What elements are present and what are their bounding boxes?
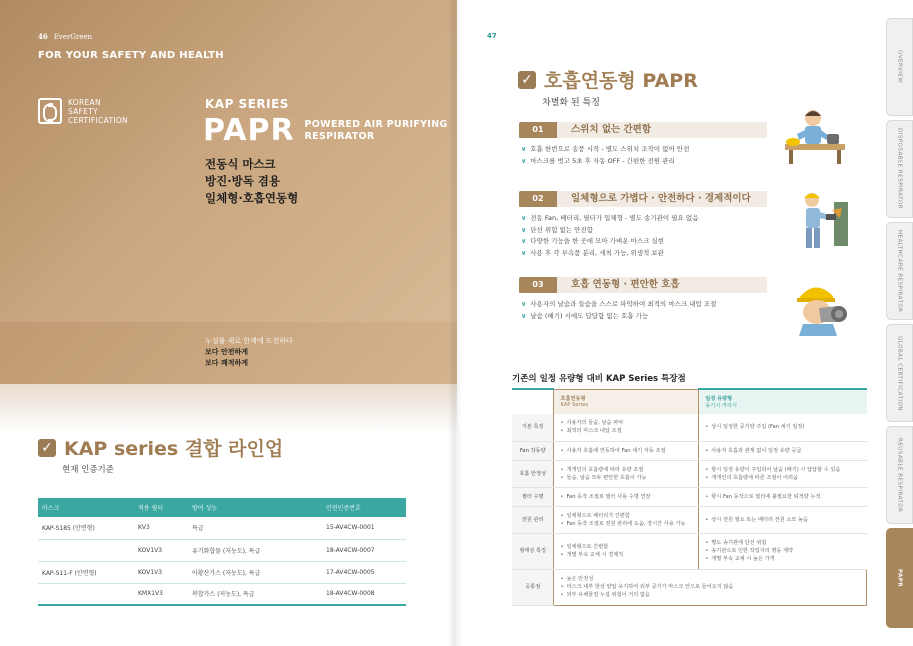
- lineup-cert: 15-AV4CW-0001: [322, 517, 406, 539]
- tab-papr[interactable]: PAPR: [886, 528, 913, 628]
- tab-global-certification[interactable]: GLOBAL CERTIFICATION: [886, 324, 913, 422]
- compare-kap-cell: • Fan 동작 조절로 필터 사용 수명 연장: [554, 487, 699, 506]
- tab-healthcare-respirator[interactable]: HEALTHCARE RESPIRATOR: [886, 222, 913, 320]
- check-icon: ∨: [521, 145, 527, 153]
- lineup-performance: 아황산가스 (저농도), 특급: [188, 561, 322, 583]
- list-item: ∨ 마스크를 벗고 5초 후 자동 OFF - 간편한 전원 관리: [521, 156, 675, 165]
- compare-kap-cell: • 개개인의 호흡량에 따라 유량 조절 • 들숨, 날숨 모두 편안한 호흡이 가능: [554, 460, 699, 487]
- lineup-mask: KAP-S11-F (안면형): [38, 561, 134, 583]
- lineup-performance: 특급: [188, 517, 322, 539]
- feature-header: [519, 122, 767, 138]
- feature-number: 02: [519, 191, 557, 207]
- check-icon: ∨: [521, 156, 527, 165]
- series-label: KAP SERIES: [205, 97, 289, 111]
- compare-label: 형태상 특징: [512, 533, 554, 569]
- band-slogan: 누설률 제로 한계에 도전하다 보다 안전하게 보다 쾌적하게: [205, 337, 293, 367]
- lineup-header: 안전인증번호: [322, 498, 406, 517]
- list-item: ∨ 사용자의 날숨과 들숨을 스스로 파악하여 최적의 마스크 내압 조절: [521, 300, 717, 308]
- lineup-subtitle: 현재 인증기준: [62, 465, 114, 475]
- list-item: ∨ 다양한 기능을 한 곳에 모아 가벼운 마스크 실현: [521, 237, 665, 245]
- lineup-filter: KOV1V3: [134, 561, 188, 583]
- hero-tagline: FOR YOUR SAFETY AND HEALTH: [38, 50, 224, 61]
- lineup-header: 마스크: [38, 498, 134, 517]
- feature-block: [519, 122, 767, 167]
- feature-list: [519, 213, 767, 259]
- table-row: [38, 517, 406, 539]
- compare-kap-cell: • 일체형으로 배터리가 간편함 • Fan 동작 조절로 전원 관리에 도움, 장시간 사용 가능: [554, 506, 699, 533]
- compare-common-cell: • 높은 안전성 • 마스크 내부 항상 양압 유지하여 외부 공기가 마스크 안으로 들어오지 않음 • 외부 유해물질 누설 위험이 거의 없음: [554, 569, 867, 605]
- certification-text: KOREAN SAFETY CERTIFICATION: [68, 98, 128, 125]
- feature-title: 호흡 연동형 · 편안한 호흡: [557, 277, 767, 293]
- feature-list: [519, 299, 767, 322]
- worker-illustration-icon: [783, 104, 847, 166]
- feature-title: 일체형으로 가볍다 · 안전하다 · 경제적이다: [557, 191, 767, 207]
- worker-mask-illustration-icon: [793, 278, 849, 336]
- lineup-title: KAP series 결합 라인업: [64, 438, 284, 460]
- papr-heading: [518, 66, 698, 93]
- check-icon: ∨: [521, 300, 527, 308]
- compare-header-blank: [512, 389, 554, 414]
- table-row: [512, 441, 867, 460]
- table-row: [512, 487, 867, 506]
- compare-table: [512, 388, 867, 606]
- lineup-filter: KMX1V3: [134, 583, 188, 605]
- compare-label: 필터 수명: [512, 487, 554, 506]
- compare-kap-cell: • 일체형으로 간편함 • 개별 부속 교체 시 경제적: [554, 533, 699, 569]
- check-icon: ∨: [521, 311, 527, 320]
- list-item: ∨ 단선 위험 없는 안전함: [521, 225, 593, 234]
- compare-constant-cell: • 별도 송기관에 단선 위험 • 송기관으로 인한 작업자의 행동 제약 • 개별 부속 교체 시 높은 가격: [699, 533, 867, 569]
- feature-block: [519, 191, 767, 259]
- lineup-mask: [38, 583, 134, 605]
- kcs-logo-icon: [38, 98, 62, 124]
- compare-label: 공통점: [512, 569, 554, 605]
- lineup-header: 방어 성능: [188, 498, 322, 517]
- lineup-header: 적용 필터: [134, 498, 188, 517]
- compare-constant-cell: • 상시 전원 필요 또는 배터리 전원 소모 높음: [699, 506, 867, 533]
- feature-header: [519, 277, 767, 293]
- lineup-filter: KOV1V3: [134, 539, 188, 561]
- feature-number: 01: [519, 122, 557, 138]
- page-number-left: 46 EverGreen: [38, 32, 93, 41]
- check-icon: ∨: [521, 248, 527, 257]
- list-item: ∨ 사용 후 각 부속품 분리, 세척 가능, 위생적 보관: [521, 248, 664, 257]
- lineup-heading: [38, 434, 283, 461]
- feature-title: 스위치 없는 간편함: [557, 122, 767, 138]
- compare-constant-cell: • 상시 일정한 공기량 주입 (Fan 세기 일정): [699, 414, 867, 441]
- lineup-mask: [38, 539, 134, 561]
- product-name: PAPR: [203, 113, 295, 148]
- list-item: ∨ 날숨 (배기) 시에도 답답함 없는 호흡 가능: [521, 311, 649, 320]
- compare-kap-cell: • 사용자 호흡에 연동하여 Fan 세기 자동 조절: [554, 441, 699, 460]
- lineup-table: [38, 498, 406, 606]
- checkbox-icon: ✓: [518, 71, 536, 89]
- check-icon: ∨: [521, 237, 527, 245]
- check-icon: ∨: [521, 214, 527, 222]
- tab-disposable-respirator[interactable]: DISPOSABLE RESPIRATOR: [886, 120, 913, 218]
- lineup-cert: 18-AV4CW-0008: [322, 583, 406, 605]
- lineup-header-row: [38, 498, 406, 517]
- compare-constant-cell: • 사용자 호흡과 관계 없이 일정 유량 공급: [699, 441, 867, 460]
- worker-grinding-illustration-icon: [790, 188, 850, 252]
- compare-constant-cell: • 항시 Fan 동작으로 필터에 불필요한 퇴적량 누적: [699, 487, 867, 506]
- compare-header-constant: 일정 유량형 송기식·격리식: [699, 389, 867, 414]
- table-row: [512, 460, 867, 487]
- feature-header: [519, 191, 767, 207]
- compare-label: 전원 관리: [512, 506, 554, 533]
- lineup-filter: KV3: [134, 517, 188, 539]
- lineup-cert: 17-AV4CW-0005: [322, 561, 406, 583]
- hero-fade: [0, 384, 457, 434]
- feature-list: [519, 144, 767, 167]
- checkbox-icon: ✓: [38, 439, 56, 457]
- lineup-mask: KAP-S185 (안면형): [38, 517, 134, 539]
- list-item: ∨ 호흡 한번으로 송풍 시작 - 별도 스위치 조작이 없어 안전: [521, 145, 690, 153]
- feature-number: 03: [519, 277, 557, 293]
- lineup-performance: 복합가스 (저농도), 특급: [188, 583, 322, 605]
- product-korean-desc: 전동식 마스크 방진·방독 겸용 일체형·호흡연동형: [205, 157, 299, 205]
- table-row: [38, 583, 406, 605]
- table-row: [512, 414, 867, 441]
- tab-overview[interactable]: OVERVIEW: [886, 18, 913, 116]
- papr-subtitle: 차별화 된 특징: [542, 98, 600, 108]
- table-row: [38, 539, 406, 561]
- papr-title: 호흡연동형 PAPR: [544, 70, 698, 92]
- page-number-right: 47: [487, 32, 497, 40]
- compare-label: Fan 작동량: [512, 441, 554, 460]
- check-icon: ∨: [521, 225, 527, 234]
- table-row: [512, 533, 867, 569]
- brand-name: EverGreen: [53, 33, 93, 41]
- feature-block: [519, 277, 767, 322]
- compare-header-kap: 호흡연동형 KAP Series: [554, 389, 699, 414]
- book-spine-shadow: [448, 0, 462, 646]
- product-heading: [203, 114, 448, 148]
- table-row: [512, 506, 867, 533]
- section-tabs: [886, 18, 913, 628]
- table-row: [38, 561, 406, 583]
- compare-header-row: [512, 389, 867, 414]
- lineup-performance: 유기화합물 (저농도), 특급: [188, 539, 322, 561]
- product-subtitle: POWERED AIR PURIFYING RESPIRATOR: [304, 119, 448, 142]
- certification-badge: [38, 98, 128, 125]
- list-item: ∨ 전동 Fan, 배터리, 필터가 일체형 - 별도 송기관이 필요 없음: [521, 214, 699, 222]
- compare-label: 기본 특징: [512, 414, 554, 441]
- tab-reusable-respirator[interactable]: REUSABLE RESPIRATOR: [886, 426, 913, 524]
- compare-kap-cell: • 사용자의 들숨, 날숨 파악 • 최적의 마스크 내압 조절: [554, 414, 699, 441]
- lineup-cert: 18-AV4CW-0007: [322, 539, 406, 561]
- compare-constant-cell: • 항시 일정 유량이 주입되어 날숨 (배기) 시 답답할 수 있음 • 개개인의 호흡량에 따른 조절이 어려움: [699, 460, 867, 487]
- table-row: [512, 569, 867, 605]
- compare-label: 호흡 안정성: [512, 460, 554, 487]
- compare-title: 기존의 일정 유량형 대비 KAP Series 특장점: [512, 374, 686, 384]
